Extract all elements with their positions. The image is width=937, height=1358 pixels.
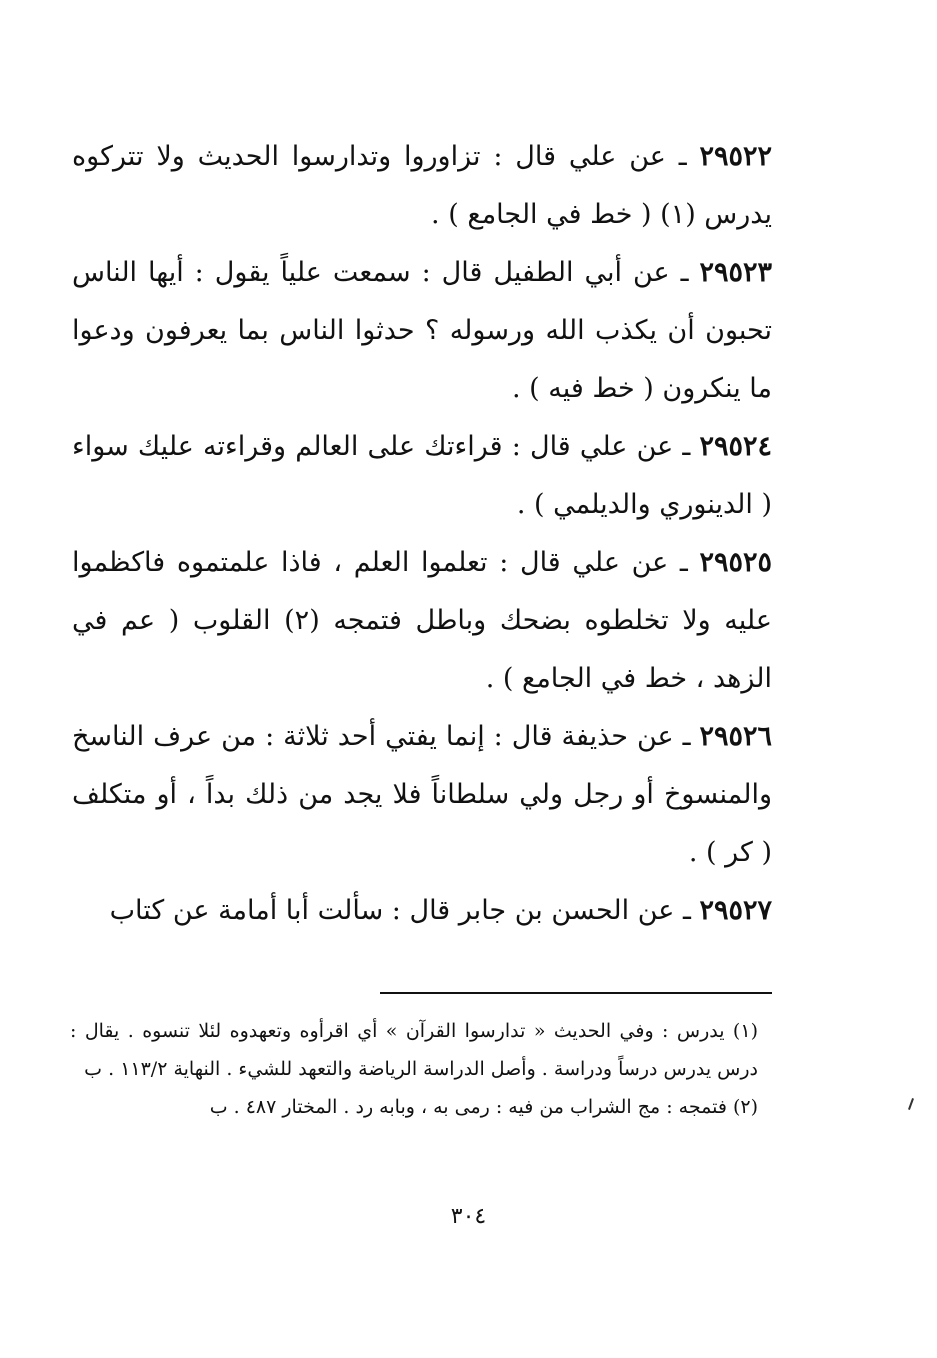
hadith-entry	[72, 882, 772, 940]
hadith-entry	[72, 534, 772, 708]
hadith-number: ٢٩٥٢٦	[699, 721, 772, 752]
hadith-text: ـ عن الحسن بن جابر قال : سألت أبا أمامة عن كتاب	[109, 895, 691, 926]
hadith-text: ـ عن علي قال : قراءتك على العالم وقراءته عليك سواء ( الدينوري والديلمي ) .	[72, 431, 772, 520]
hadith-text: ـ عن أبي الطفيل قال : سمعت علياً يقول : أيها الناس تحبون أن يكذب الله ورسوله ؟ حدثوا الناس بما يعرفون ودعوا ما ينكرون ( خط فيه ) .	[72, 257, 772, 404]
hadith-number: ٢٩٥٢٧	[699, 895, 772, 926]
hadith-text: ـ عن علي قال : تزاوروا وتدارسوا الحديث ولا تتركوه يدرس (١) ( خط في الجامع ) .	[72, 141, 772, 230]
footnote-divider	[380, 992, 772, 994]
hadith-entry	[72, 128, 772, 244]
hadith-number: ٢٩٥٢٤	[699, 431, 772, 462]
main-text	[72, 128, 772, 940]
hadith-text: ـ عن حذيفة قال : إنما يفتي أحد ثلاثة : من عرف الناسخ والمنسوخ أو رجل ولي سلطاناً فلا يجد من ذلك بداً ، أو متكلف ( كر ) .	[72, 721, 772, 868]
hadith-number: ٢٩٥٢٢	[699, 141, 772, 172]
hadith-number: ٢٩٥٢٥	[699, 547, 773, 578]
hadith-entry	[72, 418, 772, 534]
scan-mark	[908, 1098, 914, 1110]
page-number: ٣٠٤	[450, 1204, 487, 1229]
hadith-entry	[72, 244, 772, 418]
footnotes	[70, 1012, 758, 1126]
footnote: (٢) فتمجه : مج الشراب من فيه : رمى به ، وبابه رد . المختار ٤٨٧ . ب	[209, 1096, 758, 1118]
hadith-entry	[72, 708, 772, 882]
footnote: (١) يدرس : وفي الحديث « تدارسوا القرآن » أي اقرأوه وتعهدوه لئلا تنسوه . يقال : درس يدرس درساً ودراسة . وأصل الدراسة الرياضة والتعهد للشيء . النهاية ١١٣/٢ . ب	[70, 1020, 758, 1080]
hadith-text: ـ عن علي قال : تعلموا العلم ، فاذا علمتموه فاكظموا عليه ولا تخلطوه بضحك وباطل فتمجه (٢) القلوب ( عم في الزهد ، خط في الجامع ) .	[72, 547, 772, 694]
hadith-number: ٢٩٥٢٣	[699, 257, 772, 288]
